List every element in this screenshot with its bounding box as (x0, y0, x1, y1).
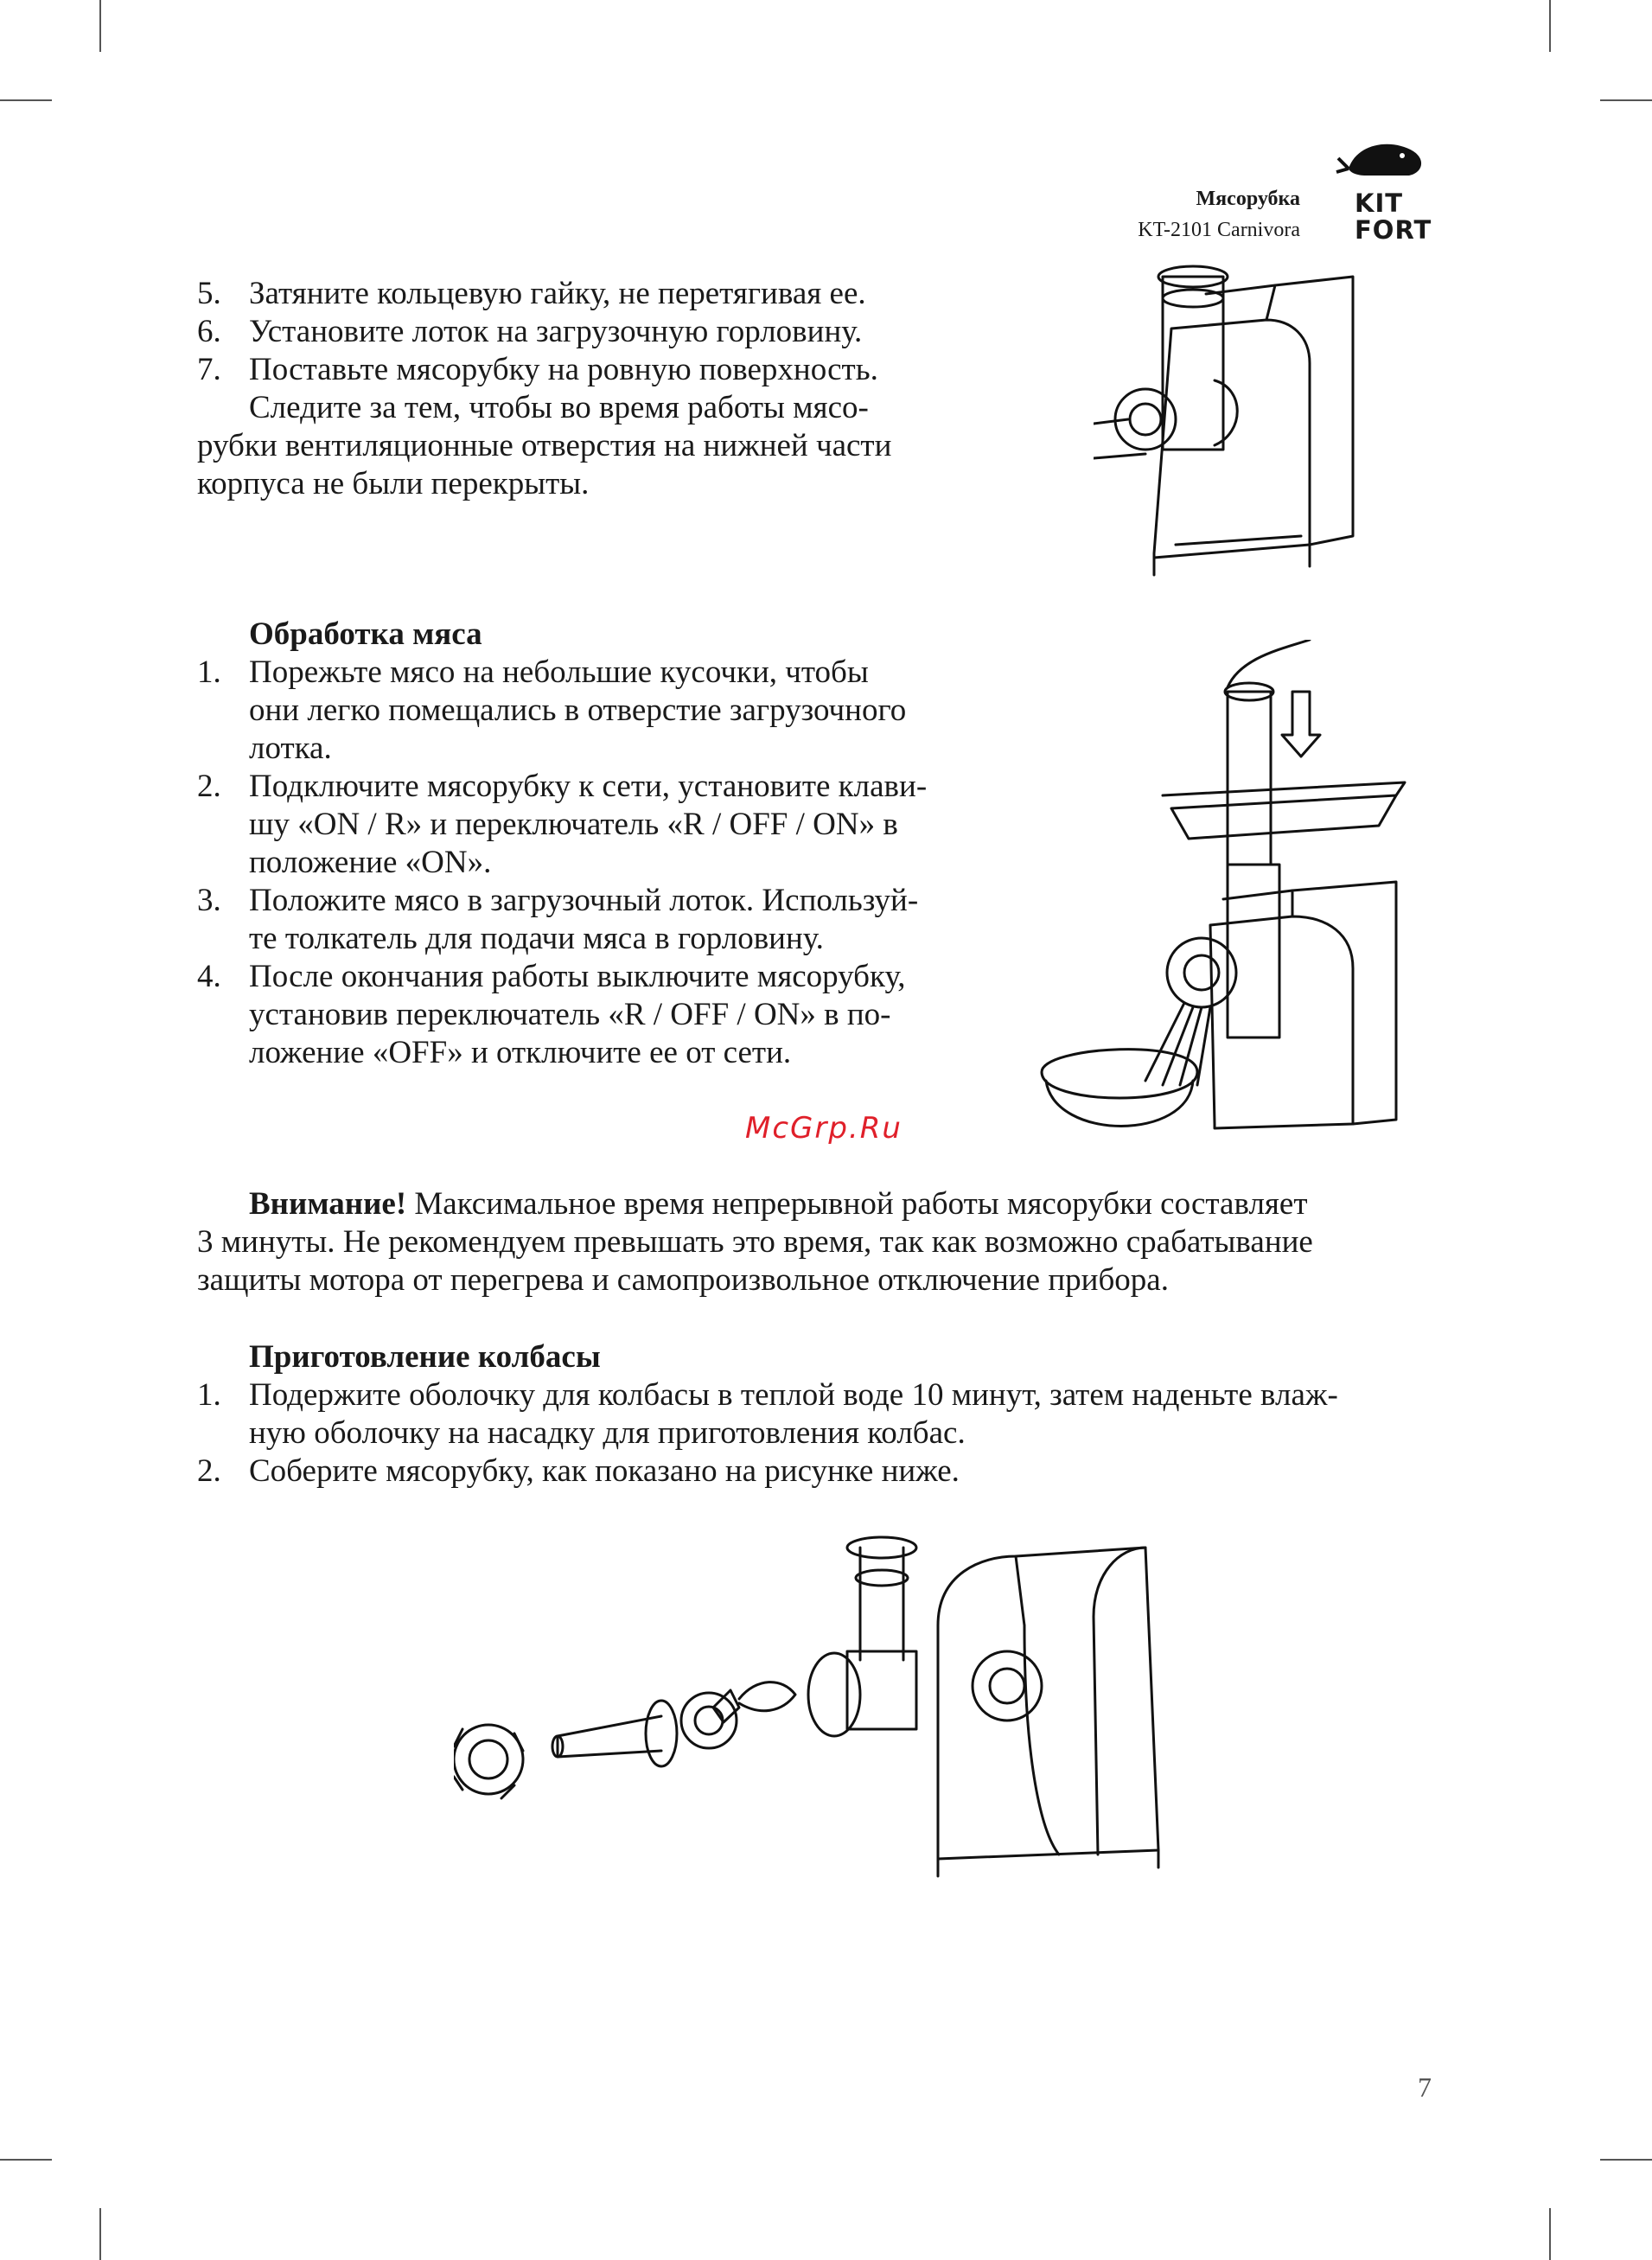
list-item: 6. Установите лоток на загрузочную горловину. (197, 314, 863, 349)
illustration-grinding-meat (1033, 640, 1422, 1141)
illustration-tray-install (1094, 259, 1379, 588)
crop-mark (99, 0, 101, 52)
watermark: McGrp.Ru (745, 1111, 903, 1146)
crop-mark (1600, 2159, 1652, 2161)
logo-text-line2: FORT (1355, 215, 1432, 245)
list-item: 1. Подержите оболочку для колбасы в теплой воде 10 минут, затем наденьте влаж- ную оболочку на насадку для приготовления колбас. (197, 1377, 1338, 1451)
ventilation-note: Следите за тем, чтобы во время работы мясо- рубки вентиляционные отверстия на нижней части корпуса не были перекрыты. (197, 390, 892, 501)
kitfort-logo-icon (1331, 134, 1444, 186)
logo-text (1355, 190, 1432, 244)
crop-mark (0, 2159, 52, 2161)
crop-mark (1549, 2208, 1551, 2260)
crop-mark (0, 99, 52, 101)
list-item: 2. Соберите мясорубку, как показано на рисунке ниже. (197, 1453, 960, 1489)
warning-paragraph: Внимание! Максимальное время непрерывной работы мясорубки составляет 3 минуты. Не рекомендуем превышать это время, так как возможно срабатывание защиты мотора от перегрева и самопроизвольное отключение прибора. (197, 1186, 1313, 1298)
list-item: 7. Поставьте мясорубку на ровную поверхность. (197, 352, 878, 387)
meat-steps (197, 654, 927, 1072)
list-item: 3. Положите мясо в загрузочный лоток. Используй- те толкатель для подачи мяса в горловину. (197, 883, 919, 956)
logo-text-line1: KIT (1355, 188, 1404, 218)
header-model: KT-2101 Carnivora (1138, 219, 1300, 241)
warning-label: Внимание! (249, 1186, 407, 1222)
sausage-steps (197, 1376, 1338, 1491)
list-item: 4. После окончания работы выключите мясорубку, установив переключатель «R / OFF / ON» в по- ложение «OFF» и отключите ее от сети. (197, 959, 906, 1070)
list-item: 5. Затяните кольцевую гайку, не перетягивая ее. (197, 276, 866, 311)
assembly-steps (197, 275, 878, 389)
section-heading-meat: Обработка мяса (249, 616, 482, 652)
crop-mark (1549, 0, 1551, 52)
list-item: 2. Подключите мясорубку к сети, установите клави- шу «ON / R» и переключатель «R / OFF / ON» в положение «ON». (197, 769, 928, 880)
crop-mark (1600, 99, 1652, 101)
illustration-sausage-assembly (454, 1522, 1215, 1885)
page-header (1138, 183, 1300, 246)
list-item: 1. Порежьте мясо на небольшие кусочки, чтобы они легко помещались в отверстие загрузочного лотка. (197, 654, 907, 766)
section-heading-sausage: Приготовление колбасы (249, 1339, 601, 1375)
page-number: 7 (1418, 2072, 1432, 2103)
header-title: Мясорубка (1196, 188, 1300, 210)
crop-mark (99, 2208, 101, 2260)
